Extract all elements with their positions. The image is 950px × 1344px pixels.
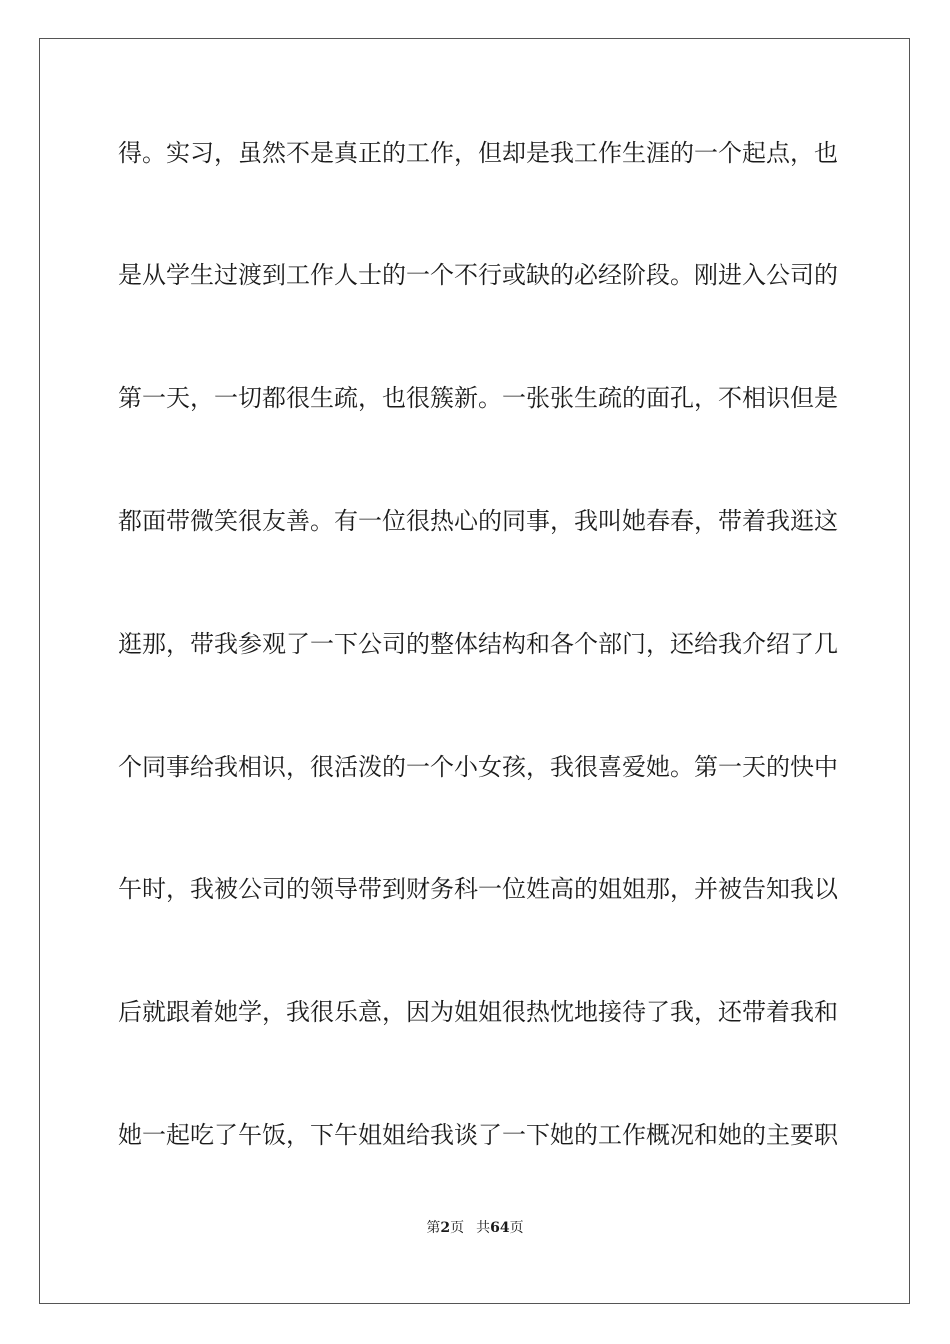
total-pages: 64: [490, 1220, 510, 1236]
page-number: 2: [440, 1220, 451, 1236]
text-line: 个同事给我相识，很活泼的一个小女孩，我很喜爱她。第一天的快中: [118, 753, 838, 781]
total-suffix: 页: [509, 1220, 524, 1236]
page-footer: [0, 1218, 950, 1238]
page-prefix: 第: [426, 1220, 441, 1236]
text-line: 她一起吃了午饭，下午姐姐给我谈了一下她的工作概况和她的主要职: [118, 1121, 838, 1149]
text-line: 是从学生过渡到工作人士的一个不行或缺的必经阶段。刚进入公司的: [118, 261, 838, 289]
text-line: 得。实习，虽然不是真正的工作，但却是我工作生涯的一个起点，也: [118, 139, 838, 167]
text-line: 午时，我被公司的领导带到财务科一位姓高的姐姐那，并被告知我以: [118, 875, 838, 903]
text-line: 后就跟着她学，我很乐意，因为姐姐很热忱地接待了我，还带着我和: [118, 998, 838, 1026]
text-line: 逛那，带我参观了一下公司的整体结构和各个部门，还给我介绍了几: [118, 630, 838, 658]
page-suffix: 页: [450, 1220, 465, 1236]
text-line: 第一天，一切都很生疏，也很簇新。一张张生疏的面孔，不相识但是: [118, 384, 838, 412]
text-line: 都面带微笑很友善。有一位很热心的同事，我叫她春春，带着我逛这: [118, 507, 838, 535]
page-border: [39, 38, 910, 1304]
total-prefix: 共: [476, 1220, 491, 1236]
